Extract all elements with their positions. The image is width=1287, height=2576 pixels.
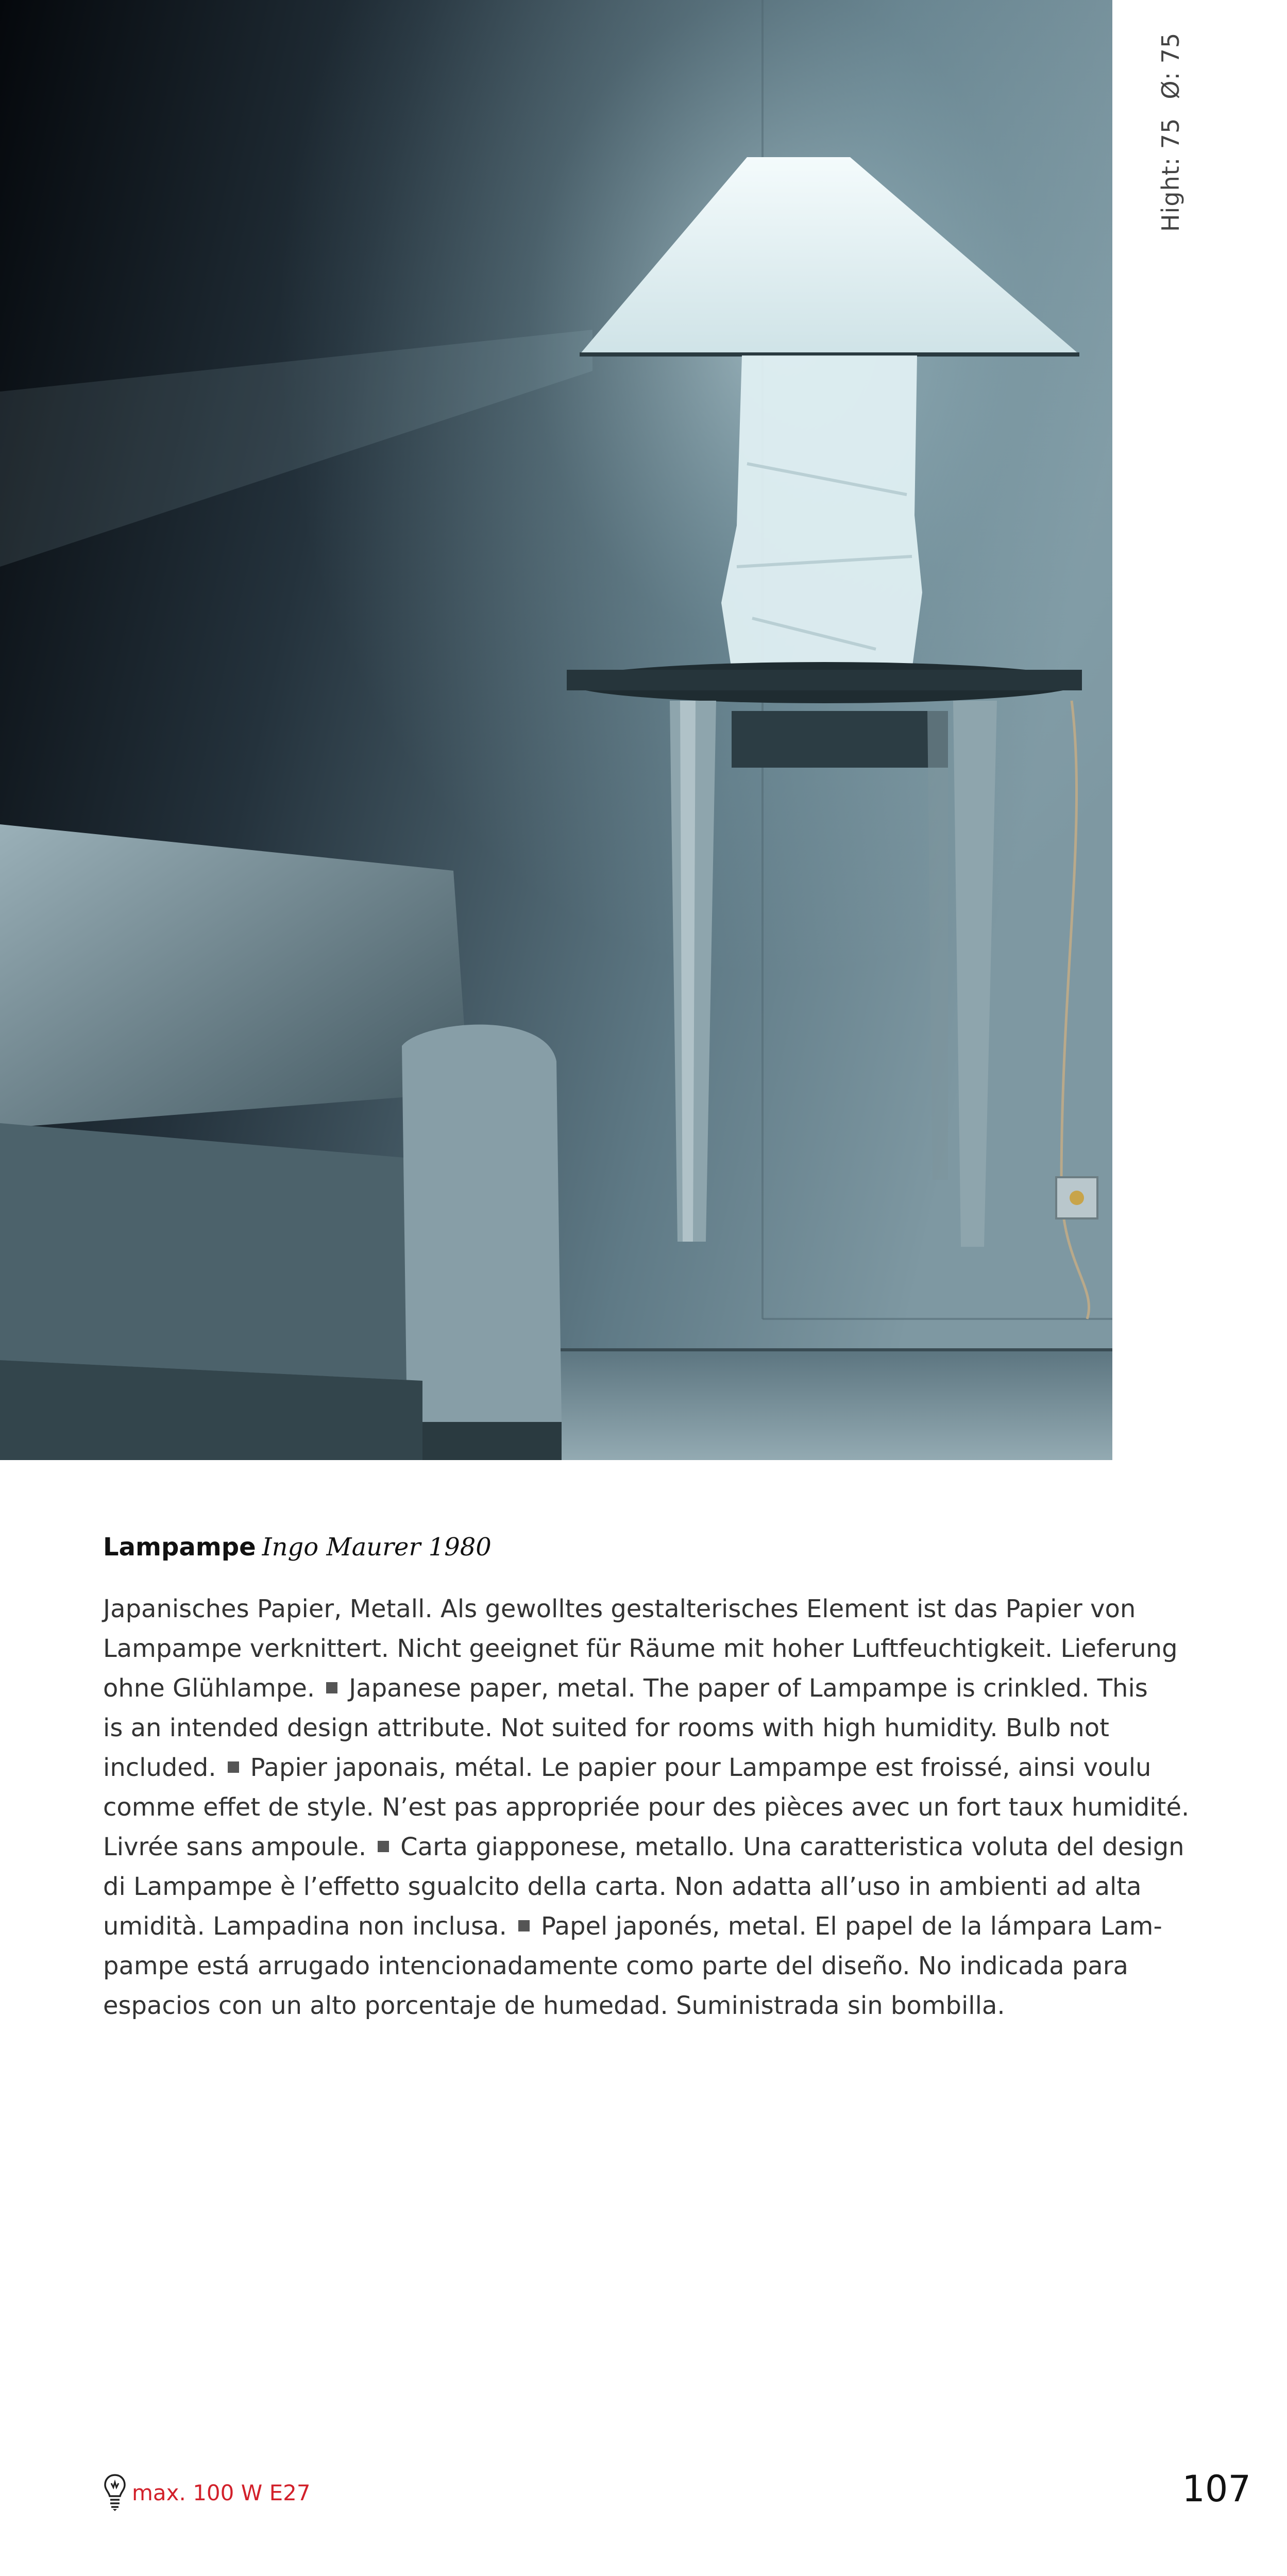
lightbulb-icon [103, 2473, 127, 2512]
description-segment: Livrée sans ampoule. [103, 1833, 367, 1861]
description-line [103, 1827, 1184, 1867]
description-segment: Papier japonais, métal. Le papier pour Lampampe est froissé, ainsi voulu [250, 1753, 1151, 1782]
description-line: di Lampampe è l’effetto sgualcito della carta. Non adatta all’uso in ambienti ad alta [103, 1872, 1142, 1901]
height-spec: Hight: 75 [1157, 117, 1184, 232]
bulb-spec [103, 2473, 311, 2512]
description-line: pampe está arrugado intencionadamente como parte del diseño. No indicada para [103, 1952, 1128, 1980]
description-segment: Carta giapponese, metallo. Una caratteristica voluta del design [400, 1833, 1184, 1861]
separator-square-icon [378, 1841, 389, 1852]
page-number: 107 [1182, 2468, 1251, 2510]
description-line [103, 1748, 1151, 1788]
diameter-spec: Ø: 75 [1157, 32, 1184, 99]
description-line: comme effet de style. N’est pas appropriée pour des pièces avec un fort taux humidité. [103, 1793, 1190, 1822]
separator-square-icon [326, 1682, 337, 1693]
description-line: is an intended design attribute. Not suited for rooms with high humidity. Bulb not [103, 1714, 1109, 1742]
product-photo [0, 0, 1112, 1460]
separator-square-icon [228, 1761, 239, 1773]
description-line [103, 1907, 1162, 1946]
description-segment: ohne Glühlampe. [103, 1674, 315, 1703]
dimension-specs [1131, 32, 1184, 242]
product-designer: Ingo Maurer 1980 [262, 1533, 492, 1562]
product-title [103, 1533, 492, 1562]
description-segment: included. [103, 1753, 216, 1782]
description-segment: Japanese paper, metal. The paper of Lampampe is crinkled. This [349, 1674, 1148, 1703]
description-line: Lampampe verknittert. Nicht geeignet für Räume mit hoher Luftfeuchtigkeit. Lieferung [103, 1634, 1178, 1663]
description-line: espacios con un alto porcentaje de humedad. Suministrada sin bombilla. [103, 1991, 1005, 2020]
description-segment: umidità. Lampadina non inclusa. [103, 1912, 507, 1941]
wattage-label: max. 100 W E27 [132, 2480, 311, 2505]
description-segment: Papel japonés, metal. El papel de la lámpara Lam- [540, 1912, 1162, 1941]
dimension-text [1157, 14, 1184, 232]
description-line [103, 1669, 1148, 1708]
description-line: Japanisches Papier, Metall. Als gewolltes gestalterisches Element ist das Papier von [103, 1595, 1136, 1623]
product-name: Lampampe [103, 1533, 256, 1562]
product-description [103, 1589, 1190, 2026]
separator-square-icon [518, 1920, 530, 1931]
